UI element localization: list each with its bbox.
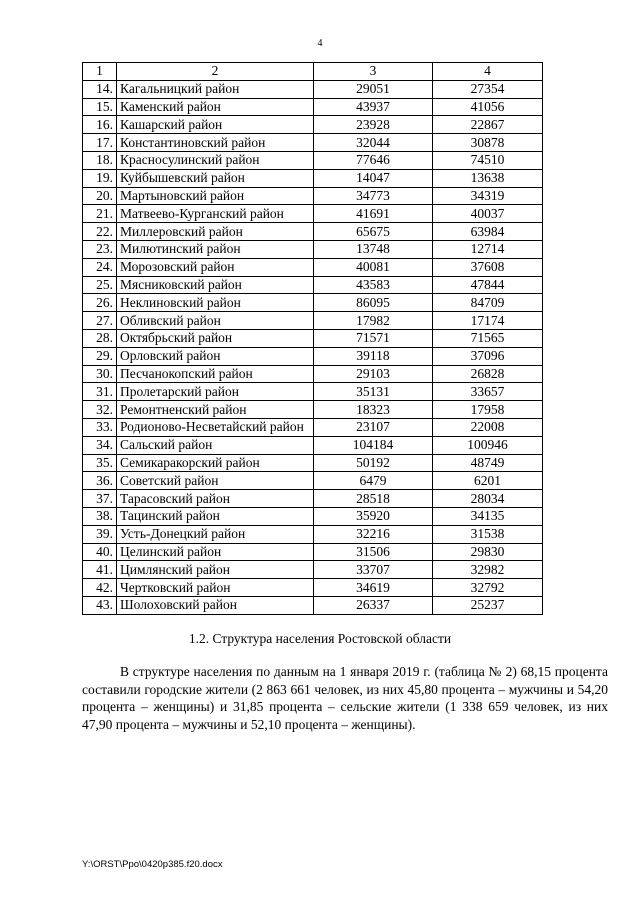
value-col-4: 13638 <box>433 169 543 187</box>
value-col-4: 100946 <box>433 436 543 454</box>
row-number: 35. <box>83 454 117 472</box>
value-col-3: 41691 <box>314 205 433 223</box>
district-name: Цимлянский район <box>117 561 314 579</box>
row-number: 14. <box>83 80 117 98</box>
value-col-4: 29830 <box>433 543 543 561</box>
table-row <box>83 98 543 116</box>
value-col-3: 33707 <box>314 561 433 579</box>
population-table <box>82 62 543 615</box>
value-col-4: 71565 <box>433 329 543 347</box>
district-name: Октябрьский район <box>117 329 314 347</box>
value-col-3: 71571 <box>314 329 433 347</box>
table-row <box>83 401 543 419</box>
section-title: 1.2. Структура населения Ростовской области <box>188 631 452 646</box>
value-col-3: 65675 <box>314 223 433 241</box>
value-col-3: 32216 <box>314 525 433 543</box>
row-number: 21. <box>83 205 117 223</box>
row-number: 17. <box>83 134 117 152</box>
page-number: 4 <box>317 38 323 49</box>
row-number: 31. <box>83 383 117 401</box>
value-col-3: 34773 <box>314 187 433 205</box>
district-name: Каменский район <box>117 98 314 116</box>
value-col-4: 12714 <box>433 240 543 258</box>
value-col-3: 17982 <box>314 312 433 330</box>
district-name: Кашарский район <box>117 116 314 134</box>
table-row <box>83 151 543 169</box>
table-row <box>83 507 543 525</box>
row-number: 40. <box>83 543 117 561</box>
row-number: 15. <box>83 98 117 116</box>
value-col-4: 26828 <box>433 365 543 383</box>
district-name: Матвеево-Курганский район <box>117 205 314 223</box>
value-col-4: 17958 <box>433 401 543 419</box>
row-number: 41. <box>83 561 117 579</box>
row-number: 16. <box>83 116 117 134</box>
value-col-3: 43937 <box>314 98 433 116</box>
table-row <box>83 596 543 614</box>
value-col-3: 50192 <box>314 454 433 472</box>
district-name: Мартыновский район <box>117 187 314 205</box>
value-col-3: 23107 <box>314 418 433 436</box>
table-row <box>83 525 543 543</box>
row-number: 27. <box>83 312 117 330</box>
value-col-3: 6479 <box>314 472 433 490</box>
value-col-3: 39118 <box>314 347 433 365</box>
table-row <box>83 579 543 597</box>
table-row <box>83 205 543 223</box>
row-number: 22. <box>83 223 117 241</box>
value-col-3: 26337 <box>314 596 433 614</box>
table-row <box>83 561 543 579</box>
district-name: Милютинский район <box>117 240 314 258</box>
row-number: 18. <box>83 151 117 169</box>
value-col-4: 30878 <box>433 134 543 152</box>
row-number: 34. <box>83 436 117 454</box>
value-col-3: 34619 <box>314 579 433 597</box>
value-col-3: 18323 <box>314 401 433 419</box>
footer-file-path: Y:\ORST\Ppo\0420p385.f20.docx <box>82 859 223 870</box>
table-row <box>83 543 543 561</box>
value-col-3: 77646 <box>314 151 433 169</box>
value-col-3: 31506 <box>314 543 433 561</box>
row-number: 38. <box>83 507 117 525</box>
table-row <box>83 418 543 436</box>
value-col-3: 40081 <box>314 258 433 276</box>
district-name: Целинский район <box>117 543 314 561</box>
district-name: Мясниковский район <box>117 276 314 294</box>
column-header: 1 <box>83 63 117 81</box>
table-row <box>83 436 543 454</box>
table-row <box>83 276 543 294</box>
value-col-4: 17174 <box>433 312 543 330</box>
row-number: 19. <box>83 169 117 187</box>
district-name: Ремонтненский район <box>117 401 314 419</box>
table-row <box>83 80 543 98</box>
district-name: Семикаракорский район <box>117 454 314 472</box>
value-col-4: 32792 <box>433 579 543 597</box>
value-col-3: 35920 <box>314 507 433 525</box>
value-col-3: 32044 <box>314 134 433 152</box>
value-col-4: 40037 <box>433 205 543 223</box>
table-row <box>83 490 543 508</box>
table-row <box>83 312 543 330</box>
value-col-3: 23928 <box>314 116 433 134</box>
district-name: Кагальницкий район <box>117 80 314 98</box>
value-col-3: 29103 <box>314 365 433 383</box>
table-row <box>83 223 543 241</box>
row-number: 43. <box>83 596 117 614</box>
table-row <box>83 472 543 490</box>
row-number: 33. <box>83 418 117 436</box>
value-col-4: 6201 <box>433 472 543 490</box>
value-col-3: 28518 <box>314 490 433 508</box>
value-col-4: 34135 <box>433 507 543 525</box>
district-name: Пролетарский район <box>117 383 314 401</box>
district-name: Миллеровский район <box>117 223 314 241</box>
value-col-4: 37096 <box>433 347 543 365</box>
column-header: 4 <box>433 63 543 81</box>
table-header-row <box>83 63 543 81</box>
district-name: Усть-Донецкий район <box>117 525 314 543</box>
district-name: Родионово-Несветайский район <box>117 418 314 436</box>
value-col-4: 41056 <box>433 98 543 116</box>
district-name: Тацинский район <box>117 507 314 525</box>
table-row <box>83 134 543 152</box>
row-number: 28. <box>83 329 117 347</box>
row-number: 30. <box>83 365 117 383</box>
column-header: 2 <box>117 63 314 81</box>
table-row <box>83 383 543 401</box>
value-col-4: 34319 <box>433 187 543 205</box>
table-row <box>83 365 543 383</box>
row-number: 20. <box>83 187 117 205</box>
value-col-4: 37608 <box>433 258 543 276</box>
value-col-4: 63984 <box>433 223 543 241</box>
value-col-4: 33657 <box>433 383 543 401</box>
value-col-4: 28034 <box>433 490 543 508</box>
value-col-3: 29051 <box>314 80 433 98</box>
district-name: Песчанокопский район <box>117 365 314 383</box>
table-row <box>83 347 543 365</box>
row-number: 37. <box>83 490 117 508</box>
table-row <box>83 294 543 312</box>
value-col-4: 22867 <box>433 116 543 134</box>
row-number: 32. <box>83 401 117 419</box>
value-col-4: 31538 <box>433 525 543 543</box>
district-name: Обливский район <box>117 312 314 330</box>
value-col-4: 48749 <box>433 454 543 472</box>
district-name: Сальский район <box>117 436 314 454</box>
table-row <box>83 454 543 472</box>
district-name: Чертковский район <box>117 579 314 597</box>
value-col-3: 13748 <box>314 240 433 258</box>
row-number: 36. <box>83 472 117 490</box>
value-col-3: 86095 <box>314 294 433 312</box>
body-paragraph: В структуре населения по данным на 1 января 2019 г. (таблица № 2) 68,15 процента составили городские жители (2 863 661 человек, из них 45,80 процента – мужчины и 54,20 процента – женщины) и 31,85 процента – сельские жители (1 338 659 человек, из них 47,90 процента – мужчины и 52,10 процента – женщины). <box>82 664 608 732</box>
row-number: 24. <box>83 258 117 276</box>
table-row <box>83 240 543 258</box>
district-name: Константиновский район <box>117 134 314 152</box>
table-row <box>83 329 543 347</box>
table-row <box>83 116 543 134</box>
table-row <box>83 169 543 187</box>
district-name: Советский район <box>117 472 314 490</box>
row-number: 42. <box>83 579 117 597</box>
table-row <box>83 258 543 276</box>
value-col-3: 104184 <box>314 436 433 454</box>
row-number: 26. <box>83 294 117 312</box>
district-name: Куйбышевский район <box>117 169 314 187</box>
value-col-3: 43583 <box>314 276 433 294</box>
district-name: Красносулинский район <box>117 151 314 169</box>
row-number: 23. <box>83 240 117 258</box>
district-name: Шолоховский район <box>117 596 314 614</box>
value-col-4: 84709 <box>433 294 543 312</box>
value-col-3: 14047 <box>314 169 433 187</box>
value-col-4: 22008 <box>433 418 543 436</box>
row-number: 29. <box>83 347 117 365</box>
district-name: Тарасовский район <box>117 490 314 508</box>
row-number: 25. <box>83 276 117 294</box>
value-col-3: 35131 <box>314 383 433 401</box>
value-col-4: 32982 <box>433 561 543 579</box>
value-col-4: 27354 <box>433 80 543 98</box>
value-col-4: 74510 <box>433 151 543 169</box>
value-col-4: 47844 <box>433 276 543 294</box>
district-name: Орловский район <box>117 347 314 365</box>
value-col-4: 25237 <box>433 596 543 614</box>
column-header: 3 <box>314 63 433 81</box>
row-number: 39. <box>83 525 117 543</box>
district-name: Морозовский район <box>117 258 314 276</box>
table-row <box>83 187 543 205</box>
district-name: Неклиновский район <box>117 294 314 312</box>
